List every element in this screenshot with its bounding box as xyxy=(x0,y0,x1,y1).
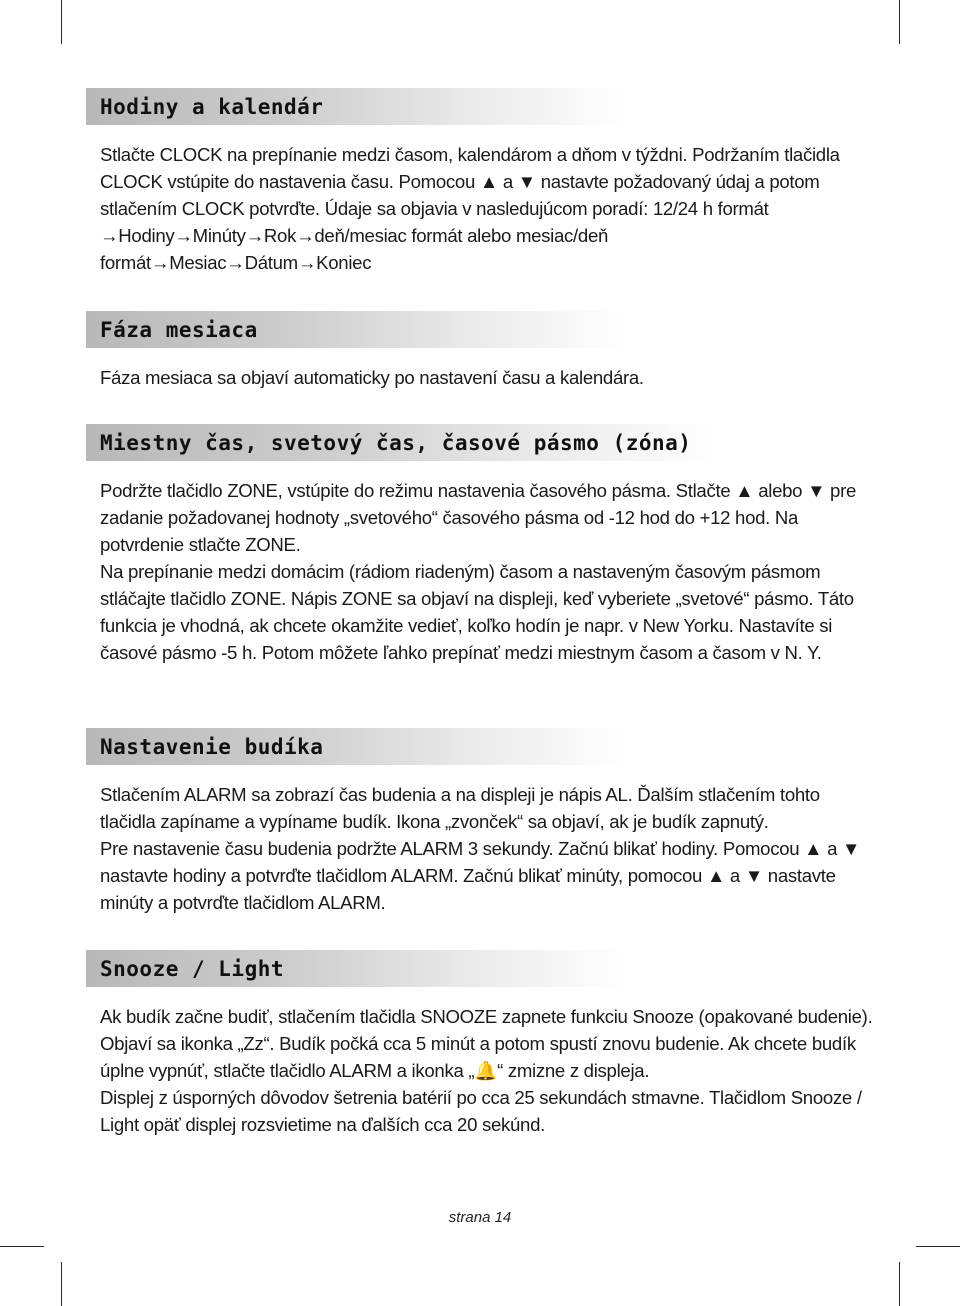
section-body xyxy=(86,781,876,916)
crop-mark-bottom-right xyxy=(899,1262,900,1306)
crop-mark-top-left xyxy=(61,0,62,44)
section-body xyxy=(86,477,876,666)
section-clock-calendar xyxy=(86,88,876,276)
section-heading xyxy=(86,728,626,765)
crop-mark-left-horizontal xyxy=(0,1246,44,1247)
page-number: strana 14 xyxy=(448,1209,512,1226)
section-heading-text: Snooze / Light xyxy=(100,956,285,981)
paragraph: Na prepínanie medzi domácim (rádiom riadeným) časom a nastaveným časovým pásmom stláčajte tlačidlo ZONE. Nápis ZONE sa objaví na displeji, keď vyberiete „svetové“ pásmo. Táto funkcia je vhodná, ak chcete okamžite vedieť, koľko hodín je napr. v New Yorku. Nastavíte si časové pásmo -5 h. Potom môžete ľahko prepínať medzi miestnym časom a časom v N. Y. xyxy=(100,561,854,663)
section-time-zone xyxy=(86,424,876,666)
crop-mark-right-horizontal xyxy=(916,1246,960,1247)
crop-mark-top-right xyxy=(899,0,900,44)
section-heading-text: Miestny čas, svetový čas, časové pásmo (zóna) xyxy=(100,430,692,455)
paragraph: Pre nastavenie času budenia podržte ALARM 3 sekundy. Začnú blikať hodiny. Pomocou ▲ a ▼ nastavte hodiny a potvrďte tlačidlom ALARM. Začnú blikať minúty, pomocou ▲ a ▼ nastavte minúty a potvrďte tlačidlom ALARM. xyxy=(100,838,861,913)
paragraph: Fáza mesiaca sa objaví automaticky po nastavení času a kalendára. xyxy=(100,367,644,388)
section-heading-text: Nastavenie budíka xyxy=(100,734,324,759)
paragraph: Podržte tlačidlo ZONE, vstúpite do režimu nastavenia časového pásma. Stlačte ▲ alebo ▼ pre zadanie požadovanej hodnoty „svetového“ časového pásma od -12 hod do +12 hod. Na potvrdenie stlačte ZONE. xyxy=(100,480,857,555)
paragraph: Stlačením ALARM sa zobrazí čas budenia a na displeji je nápis AL. Ďalším stlačením tohto tlačidla zapíname a vypíname budík. Ikona „zvonček“ sa objaví, ak je budík zapnutý. xyxy=(100,784,820,832)
paragraph: Stlačte CLOCK na prepínanie medzi časom, kalendárom a dňom v týždni. Podržaním tlačidla CLOCK vstúpite do nastavenia času. Pomocou ▲ a ▼ nastavte požadovaný údaj a potom stlačením CLOCK potvrďte. Údaje sa objavia v nasledujúcom poradí: 12/24 h formát →Hodiny→Minúty→Rok→deň/mesiac formát alebo mesiac/deň formát→Mesiac→Dátum→Koniec xyxy=(100,144,840,273)
section-heading-text: Fáza mesiaca xyxy=(100,317,258,342)
section-heading-text: Hodiny a kalendár xyxy=(100,94,324,119)
section-body xyxy=(86,1003,876,1138)
section-heading xyxy=(86,311,626,348)
crop-mark-bottom-left xyxy=(61,1262,62,1306)
section-body xyxy=(86,364,876,391)
section-heading xyxy=(86,88,626,125)
section-heading xyxy=(86,424,716,461)
section-body xyxy=(86,141,876,276)
paragraph: Ak budík začne budiť, stlačením tlačidla SNOOZE zapnete funkciu Snooze (opakované budenie). Objaví sa ikonka „Zz“. Budík počká cca 5 minút a potom spustí znovu budenie. Ak chcete budík úplne vypnúť, stlačte tlačidlo ALARM a ikonka „🔔“ zmizne z displeja. xyxy=(100,1006,873,1081)
section-snooze-light xyxy=(86,950,876,1138)
paragraph: Displej z úsporných dôvodov šetrenia batérií po cca 25 sekundách stmavne. Tlačidlom Snooze / Light opäť displej rozsvietime na ďalších cca 20 sekúnd. xyxy=(100,1087,862,1135)
section-moon-phase xyxy=(86,311,876,391)
section-alarm-setting xyxy=(86,728,876,916)
section-heading xyxy=(86,950,626,987)
